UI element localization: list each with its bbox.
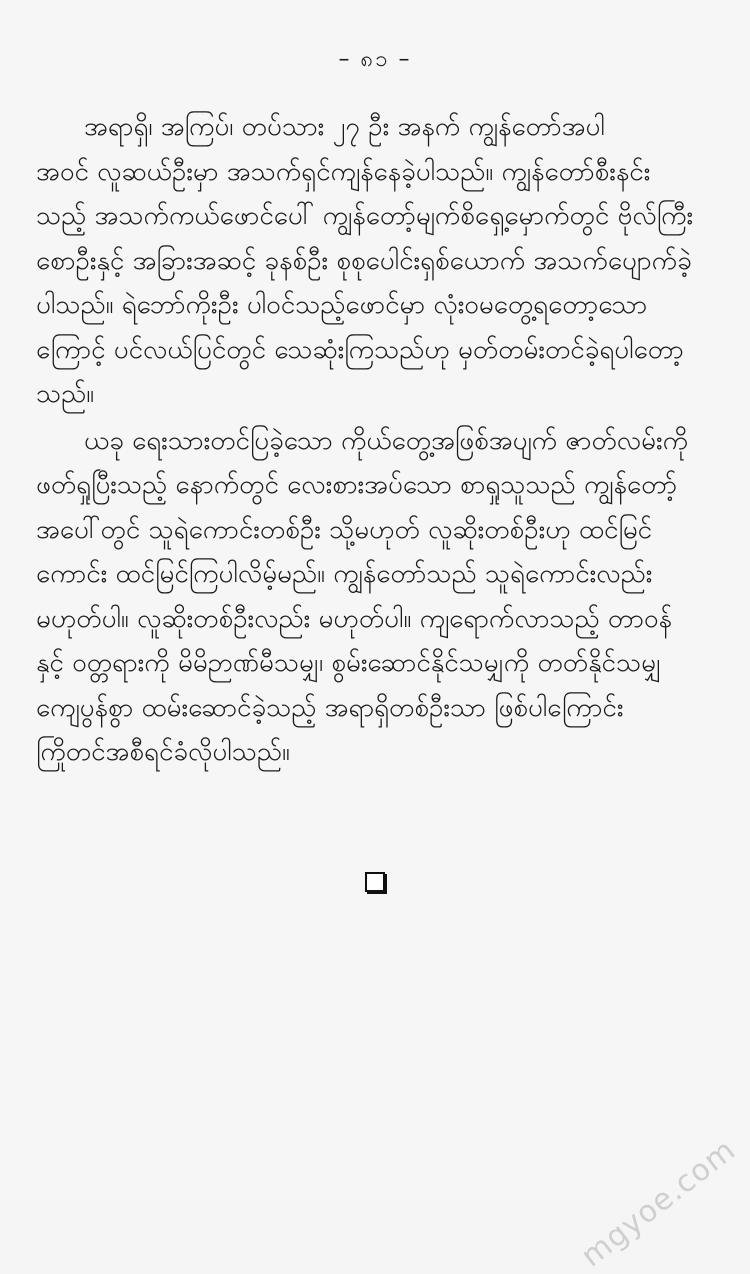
text-line: ဖတ်ရှုပြီးသည့် နောက်တွင် လေးစားအပ်သော စာရှုသူသည် ကျွန်တော့် [36, 470, 678, 500]
paragraph-1 [36, 105, 716, 417]
text-line: နှင့် ဝတ္တရားကို မိမိဉာဏ်မီသမျှ၊ စွမ်းဆောင်နိုင်သမျှကို တတ်နိုင်သမျှ [36, 648, 662, 678]
watermark: mgyoe.com [574, 1132, 742, 1274]
text-line: အပေါ်တွင် သူရဲကောင်းတစ်ဦး သို့မဟုတ် လူဆိုးတစ်ဦးဟု ထင်မြင် [36, 514, 653, 545]
text-line: သည့် အသက်ကယ်ဖောင်ပေါ် ကျွန်တော့်မျက်စိရှေ့မှောက်တွင် ဗိုလ်ကြီး [36, 201, 694, 231]
text-line: သည်။ [36, 379, 95, 409]
text-line: ကြိုတင်အစီရင်ခံလိုပါသည်။ [36, 737, 290, 767]
text-line: ပါသည်။ ရဲဘော်ကိုးဦး ပါဝင်သည့်ဖောင်မှာ လုံးဝမတွေ့ရတော့သော [36, 290, 648, 320]
text-line: စောဦးနှင့် အခြားအဆင့် ခုနစ်ဦး စုစုပေါင်းရှစ်ယောက် အသက်ပျောက်ခဲ့ [36, 245, 692, 276]
section-end-icon [365, 872, 385, 892]
text-line: ကြောင့် ပင်လယ်ပြင်တွင် သေဆုံးကြသည်ဟု မှတ်တမ်းတင်ခဲ့ရပါတော့ [36, 334, 684, 365]
paragraph-2 [36, 419, 716, 775]
text-line: အရာရှိ၊ အကြပ်၊ တပ်သား ၂၇ ဦး အနက် ကျွန်တော်အပါ [84, 112, 605, 142]
body-text [36, 105, 716, 777]
text-line: ယခု ရေးသားတင်ပြခဲ့သော ကိုယ်တွေ့အဖြစ်အပျက် ဇာတ်လမ်းကို [84, 425, 689, 456]
text-line: ကောင်း ထင်မြင်ကြပါလိမ့်မည်။ ကျွန်တော်သည် သူရဲကောင်းလည်း [36, 559, 653, 589]
text-line: မဟုတ်ပါ။ လူဆိုးတစ်ဦးလည်း မဟုတ်ပါ။ ကျရောက်လာသည့် တာဝန် [36, 603, 672, 634]
text-line: အဝင် လူဆယ်ဦးမှာ အသက်ရှင်ကျန်နေခဲ့ပါသည်။ ကျွန်တော်စီးနင်း [36, 156, 651, 187]
page-number: – ၈၁ – [338, 47, 412, 72]
text-line: ကျေပွန်စွာ ထမ်းဆောင်ခဲ့သည့် အရာရှိတစ်ဦးသာ ဖြစ်ပါကြောင်း [36, 692, 624, 723]
